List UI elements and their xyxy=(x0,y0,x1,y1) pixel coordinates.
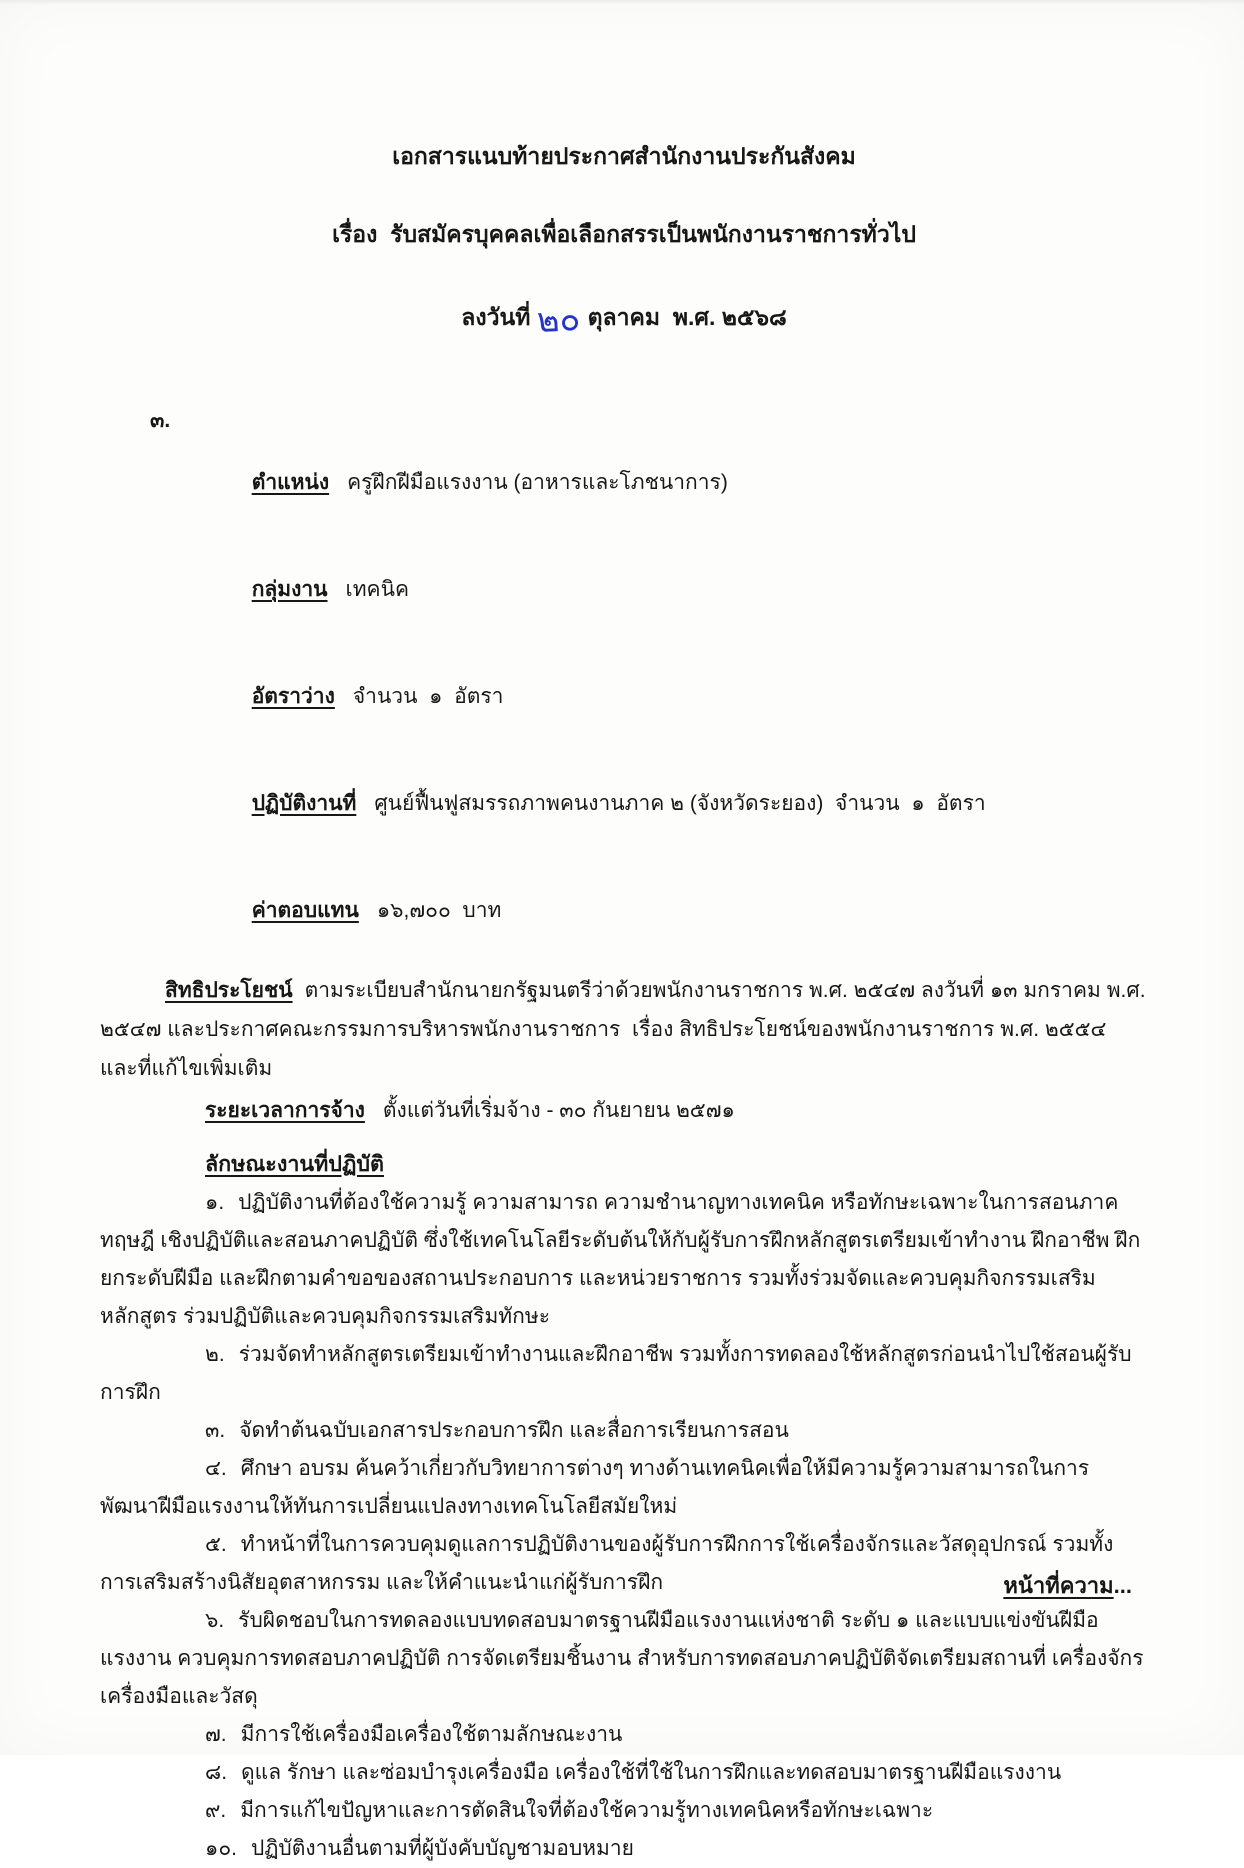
field-label-position: ตำแหน่ง xyxy=(251,471,330,494)
document-date-line xyxy=(100,293,1148,341)
handwritten-day: ๒๐ xyxy=(536,299,582,341)
duty-number-6: ๖. xyxy=(205,1609,225,1632)
benefits-paragraph xyxy=(100,971,1152,1088)
duty-number-3: ๓. xyxy=(205,1419,226,1442)
field-value-work-group: เทคนิค xyxy=(345,578,409,601)
duty-item-6 xyxy=(100,1602,1148,1716)
field-label-work-group: กลุ่มงาน xyxy=(251,578,328,601)
duty-number-10: ๑๐. xyxy=(205,1837,237,1860)
duty-item-8 xyxy=(100,1754,1148,1792)
field-row-position xyxy=(100,405,1148,529)
duty-number-8: ๘. xyxy=(205,1761,228,1784)
benefits-text: ตามระเบียบสำนักนายกรัฐมนตรีว่าด้วยพนักงานราชการ พ.ศ. ๒๕๔๗ ลงวันที่ ๑๓ มกราคม พ.ศ. ๒๕๔๗ และประกาศคณะกรรมการบริหารพนักงานราชการ เรื่อง สิทธิประโยชน์ของพนักงานราชการ พ.ศ. ๒๕๕๔ และที่แก้ไขเพิ่มเติม xyxy=(100,979,1152,1080)
field-row-workplace xyxy=(100,757,1148,850)
field-value-workplace: ศูนย์ฟื้นฟูสมรรถภาพคนงานภาค ๒ (จังหวัดระยอง) จำนวน ๑ อัตรา xyxy=(374,792,986,815)
duty-text-6: รับผิดชอบในการทดลองแบบทดสอบมาตรฐานฝีมือแรงงานแห่งชาติ ระดับ ๑ และแบบแข่งขันฝีมือแรงงาน ควบคุมการทดสอบภาคปฏิบัติ การจัดเตรียมชิ้นงาน สำหรับการทดสอบภาคปฏิบัติจัดเตรียมสถานที่ เครื่องจักร เครื่องมือและวัสดุ xyxy=(100,1609,1150,1708)
benefits-label: สิทธิประโยชน์ xyxy=(165,979,293,1002)
field-value-salary: ๑๖,๗๐๐ บาท xyxy=(376,899,502,922)
section-number: ๓. xyxy=(150,409,171,432)
duty-item-10 xyxy=(100,1830,1148,1868)
field-label-vacancy: อัตราว่าง xyxy=(251,685,335,708)
page-footer xyxy=(1003,1568,1132,1603)
duty-text-8: ดูแล รักษา และซ่อมบำรุงเครื่องมือ เครื่องใช้ที่ใช้ในการฝึกและทดสอบมาตรฐานฝีมือแรงงาน xyxy=(241,1761,1062,1784)
duty-number-9: ๙. xyxy=(205,1799,227,1822)
date-prefix: ลงวันที่ xyxy=(461,304,531,330)
footer-continuation-label: หน้าที่ความ xyxy=(1003,1573,1114,1598)
duty-text-5: ทำหน้าที่ในการควบคุมดูแลการปฏิบัติงานของผู้รับการฝึกการใช้เครื่องจักรและวัสดุอุปกรณ์ รวมทั้งการเสริมสร้างนิสัยอุตสาหกรรม และให้คำแนะนำแก่ผู้รับการฝึก xyxy=(100,1533,1114,1594)
duty-item-9 xyxy=(100,1792,1148,1830)
duty-number-2: ๒. xyxy=(205,1343,225,1366)
duty-text-1: ปฏิบัติงานที่ต้องใช้ความรู้ ความสามารถ ความชำนาญทางเทคนิค หรือทักษะเฉพาะในการสอนภาคทฤษฎี เชิงปฏิบัติและสอนภาคปฏิบัติ ซึ่งใช้เทคโนโลยีระดับต้นให้กับผู้รับการฝึกหลักสูตรเตรียมเข้าทำงาน ฝึกอาชีพ ฝึกยกระดับฝีมือ และฝึกตามคำขอของสถานประกอบการ และหน่วยราชการ รวมทั้งร่วมจัดและควบคุมกิจกรรมเสริมหลักสูตร ร่วมปฏิบัติและควบคุมกิจกรรมเสริมทักษะ xyxy=(100,1191,1141,1328)
field-value-vacancy: จำนวน ๑ อัตรา xyxy=(352,685,504,708)
duty-text-10: ปฏิบัติงานอื่นตามที่ผู้บังคับบัญชามอบหมาย xyxy=(250,1837,634,1860)
field-row-salary xyxy=(100,864,1148,957)
field-row-work-group xyxy=(100,543,1148,636)
field-label-workplace: ปฏิบัติงานที่ xyxy=(251,792,357,815)
field-label-salary: ค่าตอบแทน xyxy=(251,899,359,922)
duty-text-3: จัดทำต้นฉบับเอกสารประกอบการฝึก และสื่อการเรียนการสอน xyxy=(239,1419,789,1442)
employment-period-value: ตั้งแต่วันที่เริ่มจ้าง - ๓๐ กันยายน ๒๕๗๑ xyxy=(382,1099,735,1122)
duty-number-1: ๑. xyxy=(205,1191,225,1214)
footer-ellipsis: ... xyxy=(1113,1573,1132,1598)
field-value-position: ครูฝึกฝีมือแรงงาน (อาหารและโภชนาการ) xyxy=(347,471,728,494)
duty-item-2 xyxy=(100,1336,1148,1412)
duty-number-7: ๗. xyxy=(205,1723,227,1746)
duty-number-5: ๕. xyxy=(205,1533,227,1556)
duty-text-9: มีการแก้ไขปัญหาและการตัดสินใจที่ต้องใช้ความรู้ทางเทคนิคหรือทักษะเฉพาะ xyxy=(240,1799,934,1822)
duty-item-7 xyxy=(100,1716,1148,1754)
duty-item-1 xyxy=(100,1184,1148,1336)
document-title-line1: เอกสารแนบท้ายประกาศสำนักงานประกันสังคม xyxy=(392,143,856,169)
duty-text-7: มีการใช้เครื่องมือเครื่องใช้ตามลักษณะงาน xyxy=(240,1723,623,1746)
employment-period-row xyxy=(100,1091,1148,1130)
duty-item-3 xyxy=(100,1412,1148,1450)
duty-text-4: ศึกษา อบรม ค้นคว้าเกี่ยวกับวิทยาการต่างๆ ทางด้านเทคนิคเพื่อให้มีความรู้ความสามารถในการพัฒนาฝีมือแรงงานให้ทันการเปลี่ยนแปลงทางเทคโนโลยีสมัยใหม่ xyxy=(100,1457,1090,1518)
document-title-line2: เรื่อง รับสมัครบุคคลเพื่อเลือกสรรเป็นพนักงานราชการทั่วไป xyxy=(332,221,916,247)
duties-heading: ลักษณะงานที่ปฏิบัติ xyxy=(205,1152,384,1176)
duty-item-4 xyxy=(100,1450,1148,1526)
duty-text-2: ร่วมจัดทำหลักสูตรเตรียมเข้าทำงานและฝึกอาชีพ รวมทั้งการทดลองใช้หลักสูตรก่อนนำไปใช้สอนผู้รับการฝึก xyxy=(100,1343,1132,1404)
position-fields xyxy=(100,405,1148,957)
document-header xyxy=(100,100,1148,377)
employment-period-label: ระยะเวลาการจ้าง xyxy=(205,1099,365,1122)
duty-item-5 xyxy=(100,1526,1148,1602)
field-row-vacancy xyxy=(100,650,1148,743)
duty-number-4: ๔. xyxy=(205,1457,227,1480)
date-suffix: ตุลาคม พ.ศ. ๒๕๖๘ xyxy=(587,304,787,330)
